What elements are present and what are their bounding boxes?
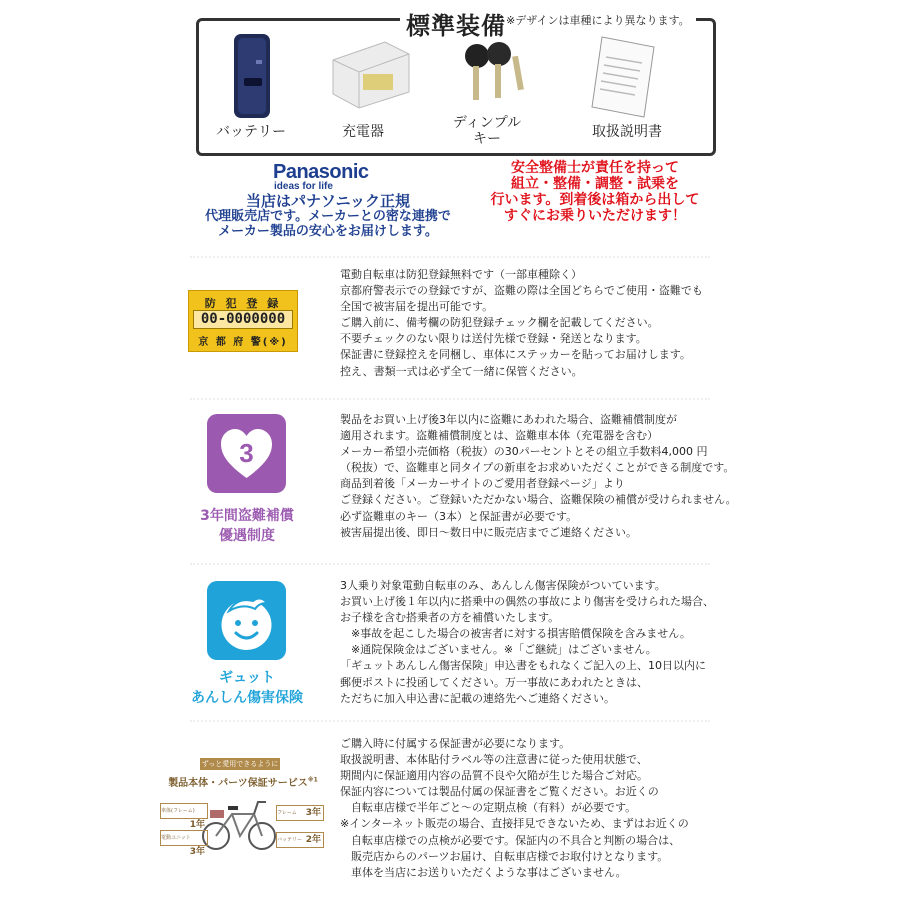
warranty-title-text: 製品本体・パーツ保証サービス	[168, 778, 308, 789]
registration-badge-number: 00-0000000	[193, 310, 293, 329]
battery-icon	[228, 30, 278, 122]
warranty-tag	[160, 803, 208, 830]
divider	[190, 398, 710, 400]
dealer-line-1: 当店はパナソニック正規	[246, 192, 410, 210]
warranty-title	[163, 774, 323, 789]
theft-label	[186, 506, 308, 546]
equipment-item-manual: 取扱説明書	[592, 124, 662, 140]
dealer-text	[190, 194, 466, 239]
injury-label-line-1: ギュット	[219, 670, 275, 686]
dealer-line-3: メーカー製品の安心をお届けします。	[218, 224, 438, 239]
panasonic-logo: Panasonic	[273, 161, 369, 183]
divider	[190, 256, 710, 258]
bicycle-icon	[200, 790, 280, 852]
equipment-item-key: ディンプル キー	[452, 115, 522, 147]
warranty-tag-years: 1年	[189, 820, 205, 830]
safety-text	[470, 160, 720, 224]
child-face-icon	[207, 581, 286, 660]
warranty-tag	[276, 805, 324, 821]
warranty-tag-label: 電動ユニット	[161, 835, 191, 841]
warranty-tag-label: 車体(フレーム)	[161, 808, 195, 814]
theft-icon-number: 3	[239, 438, 254, 468]
safety-line-1: 安全整備士が責任を持って	[511, 160, 679, 176]
injury-label-line-2: あんしん傷害保険	[191, 690, 303, 706]
warranty-tag	[276, 832, 324, 848]
warranty-banner: ずっと愛用できるように	[201, 760, 279, 768]
registration-badge	[188, 290, 298, 352]
safety-line-4: すぐにお乗りいただけます！	[504, 208, 686, 224]
safety-line-3: 行います。到着後は箱から出して	[490, 192, 700, 208]
equipment-title-text: 標準装備	[406, 12, 506, 40]
equipment-note: ※デザインは車種により異なります。	[506, 14, 690, 27]
safety-line-2: 組立・整備・調整・試乗を	[511, 176, 679, 192]
theft-heart-icon	[207, 414, 286, 493]
theft-text: 製品をお買い上げ後3年以内に盗難にあわれた場合、盗難補償制度が 適用されます。盗難補償制度とは、盗難車本体（充電器を含む） メーカー希望小売価格（税抜）の30パーセントとその組立手数料4,000 円 （税抜）で、盗難車と同タイプの新車をお求めいただくことができる制度です。 商品到着後「メーカーサイトのご愛用者登録ページ」より ご登録ください。ご登録いただかない場合、盗難保険の補償が受けられません。 必ず盗難車のキー（3本）と保証書が必要です。 被害届提出後、即日～数日中に販売店までご連絡ください。	[340, 413, 737, 539]
theft-label-line-1: 3年間盗難補償	[200, 508, 294, 524]
warranty-tag-years: 2年	[305, 835, 321, 845]
injury-text: 3人乗り対象電動自転車のみ、あんしん傷害保険がついています。 お買い上げ後１年以内に搭乗中の偶然の事故により傷害を受けられた場合、 お子様を含む搭乗者の方を補償いたします。 ※事故を起こした場合の被害者に対する損害賠償保険を含みません。 ※通院保険金はございません。※「ご継続」はございません。 「ギュットあんしん傷害保険」申込書をもれなくご記入の上、10日以内に 郵便ポストに投函してください。万一事故にあわれたときは、 ただちに加入申込書に記載の連絡先へご連絡ください。	[340, 579, 714, 705]
equipment-item-battery: バッテリー	[216, 124, 286, 140]
warranty-tag-years: 3年	[305, 808, 321, 818]
registration-badge-title: 防 犯 登 録	[204, 297, 282, 310]
warranty-tag-label: バッテリー	[277, 837, 303, 843]
warranty-text: ご購入時に付属する保証書が必要になります。 取扱説明書、本体貼付ラベル等の注意書に従った使用状態で、 期間内に保証適用内容の品質不良や欠陥が生じた場合ご対応。 保証内容については製品付属の保証書をご覧ください。お近くの 自転車店様で半年ごと〜の定期点検（有料）が必要です。 ※インターネット販売の場合、直接拝見できないため、まずはお近くの 自転車店様での点検が必要です。保証内の不具合と判断の場合は、 販売店からのパーツお届け、自転車店様でお取付けとなります。 車体を当店にお送りいただくような事はございません。	[340, 737, 689, 879]
charger-icon	[325, 38, 415, 110]
warranty-tag-years: 3年	[189, 847, 205, 857]
divider	[190, 720, 710, 722]
divider	[190, 563, 710, 565]
equipment-item-charger: 充電器	[342, 124, 384, 140]
warranty-tag-label: フレーム	[277, 810, 297, 816]
key-icon	[455, 38, 525, 108]
registration-text: 電動自転車は防犯登録無料です（一部車種除く） 京都府警表示での登録ですが、盗難の際は全国どちらでご使用・盗難でも 全国で被害届を提出可能です。 ご購入前に、備考欄の防犯登録チェック欄を記載してください。 不要チェックのない限りは送付先様で登録・発送となります。 保証書に登録控えを同梱し、車体にステッカーを貼ってお届けします。 控え、書類一式は必ず全て一緒に保管ください。	[340, 268, 703, 378]
injury-label	[180, 668, 314, 708]
warranty-title-note: ※1	[307, 776, 318, 784]
registration-badge-foot: 京 都 府 警(※)	[198, 337, 288, 348]
manual-icon	[588, 33, 660, 121]
panasonic-tagline: ideas for life	[274, 181, 333, 192]
theft-label-line-2: 優遇制度	[219, 528, 275, 544]
dealer-line-2: 代理販売店です。メーカーとの密な連携で	[205, 209, 451, 224]
warranty-tag	[160, 830, 208, 857]
